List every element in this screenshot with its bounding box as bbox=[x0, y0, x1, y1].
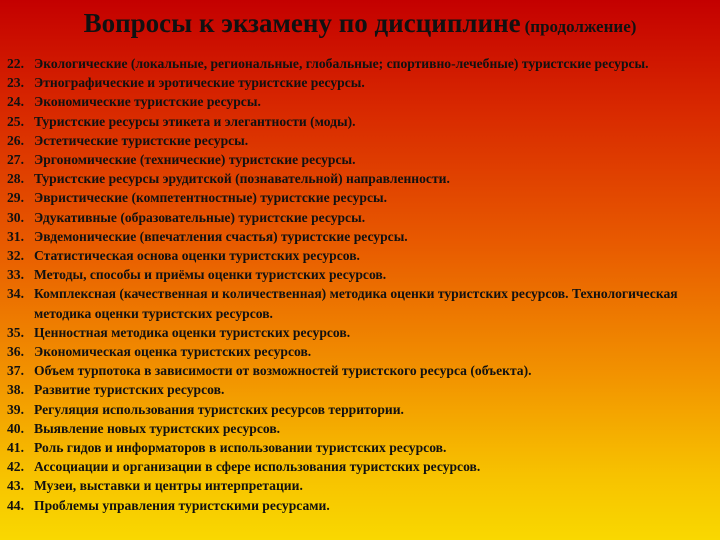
item-text: Эргономические (технические) туристские ресурсы. bbox=[34, 152, 356, 168]
item-text: Методы, способы и приёмы оценки туристских ресурсов. bbox=[34, 267, 387, 283]
item-text: Экологические (локальные, региональные, глобальные; спортивно-лечебные) туристские ресурсы. bbox=[34, 56, 649, 71]
item-text: Регуляция использования туристских ресурсов территории. bbox=[34, 401, 404, 417]
list-item bbox=[7, 92, 712, 111]
item-text: Развитие туристских ресурсов. bbox=[34, 382, 225, 398]
list-item bbox=[7, 476, 712, 495]
item-text: Эдукативные (образовательные) туристские ресурсы. bbox=[34, 209, 366, 225]
item-number: 37. bbox=[7, 363, 24, 379]
item-text: Ценностная методика оценки туристских ресурсов. bbox=[34, 324, 351, 340]
list-item bbox=[7, 246, 712, 265]
title-suffix: (продолжение) bbox=[524, 17, 637, 36]
item-number: 30. bbox=[7, 209, 24, 225]
list-item bbox=[7, 112, 712, 131]
item-number: 36. bbox=[7, 344, 24, 360]
item-text: Эвристические (компетентностные) туристские ресурсы. bbox=[34, 190, 388, 206]
list-item bbox=[7, 438, 712, 457]
item-text: Ассоциации и организации в сфере использования туристских ресурсов. bbox=[34, 459, 481, 475]
item-text: Музеи, выставки и центры интерпретации. bbox=[34, 478, 303, 494]
item-number: 27. bbox=[7, 152, 24, 168]
item-number: 22. bbox=[7, 56, 24, 71]
item-text: Туристские ресурсы этикета и элегантности (моды). bbox=[34, 113, 356, 129]
item-text: Выявление новых туристских ресурсов. bbox=[34, 420, 281, 436]
item-text: Проблемы управления туристскими ресурсами. bbox=[34, 497, 330, 513]
item-number: 39. bbox=[7, 401, 24, 417]
item-number: 26. bbox=[7, 132, 24, 148]
item-text: Эстетические туристские ресурсы. bbox=[34, 132, 249, 148]
list-item bbox=[7, 419, 712, 438]
item-text: Экономическая оценка туристских ресурсов. bbox=[34, 344, 312, 360]
list-item bbox=[7, 342, 712, 361]
item-number: 23. bbox=[7, 75, 24, 91]
list-item bbox=[7, 131, 712, 150]
item-number: 43. bbox=[7, 478, 24, 494]
list-item bbox=[7, 284, 712, 322]
item-number: 35. bbox=[7, 324, 24, 340]
item-text: Роль гидов и информаторов в использовании туристских ресурсов. bbox=[34, 440, 447, 456]
slide-title bbox=[0, 8, 720, 39]
item-text: Экономические туристские ресурсы. bbox=[34, 94, 261, 110]
list-item bbox=[7, 323, 712, 342]
item-number: 34. bbox=[7, 286, 24, 302]
list-item bbox=[7, 457, 712, 476]
list-item bbox=[7, 400, 712, 419]
list-item bbox=[7, 169, 712, 188]
item-number: 40. bbox=[7, 420, 24, 436]
item-number: 42. bbox=[7, 459, 24, 475]
item-number: 29. bbox=[7, 190, 24, 206]
item-text: Объем турпотока в зависимости от возможностей туристского ресурса (объекта). bbox=[34, 363, 532, 379]
item-number: 41. bbox=[7, 440, 24, 456]
item-number: 24. bbox=[7, 94, 24, 110]
item-number: 44. bbox=[7, 497, 24, 513]
item-number: 31. bbox=[7, 228, 24, 244]
item-number: 28. bbox=[7, 171, 24, 187]
list-item bbox=[7, 150, 712, 169]
item-text: Этнографические и эротические туристские ресурсы. bbox=[34, 75, 365, 91]
title-main: Вопросы к экзамену по дисциплине bbox=[83, 8, 521, 38]
item-number: 38. bbox=[7, 382, 24, 398]
list-item bbox=[7, 73, 712, 92]
list-item bbox=[7, 265, 712, 284]
list-item bbox=[7, 496, 712, 515]
list-item bbox=[7, 54, 712, 73]
list-item bbox=[7, 361, 712, 380]
item-number: 33. bbox=[7, 267, 24, 283]
item-number: 32. bbox=[7, 248, 24, 264]
item-text: Комплексная (качественная и количественная) методика оценки туристских ресурсов. Технологическая методика оценки туристских ресурсов. bbox=[34, 286, 678, 321]
item-text: Туристские ресурсы эрудитской (познавательной) направленности. bbox=[34, 171, 450, 187]
item-text: Статистическая основа оценки туристских ресурсов. bbox=[34, 248, 360, 264]
exam-questions-list bbox=[7, 54, 712, 515]
item-number: 25. bbox=[7, 113, 24, 129]
list-item bbox=[7, 227, 712, 246]
list-item bbox=[7, 380, 712, 399]
item-text: Эвдемонические (впечатления счастья) туристские ресурсы. bbox=[34, 228, 408, 244]
list-item bbox=[7, 208, 712, 227]
list-item bbox=[7, 188, 712, 207]
